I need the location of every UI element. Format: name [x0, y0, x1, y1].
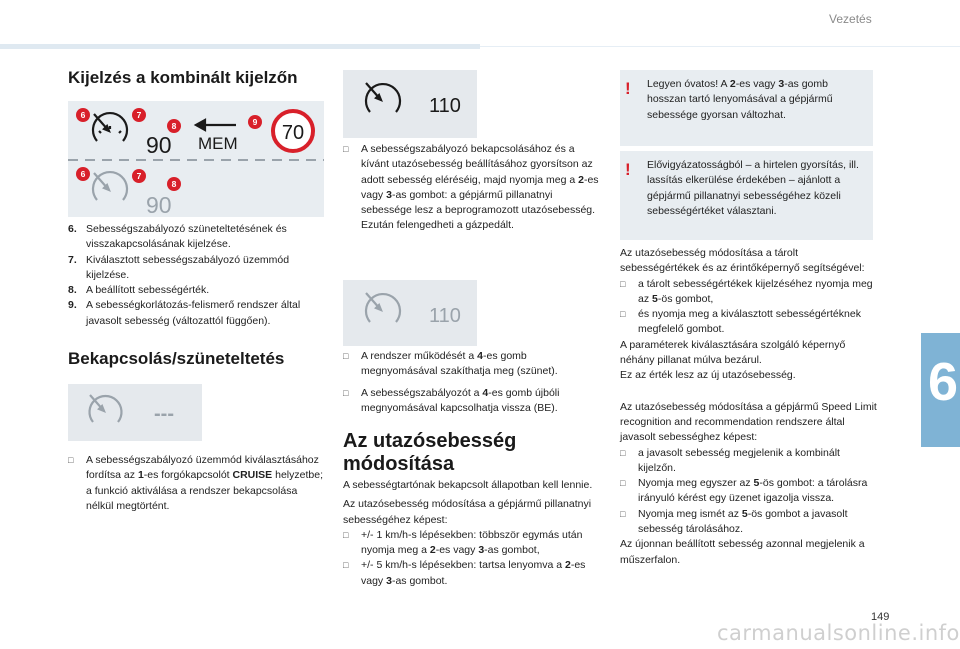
- bullet-icon: □: [620, 447, 626, 458]
- bullet-icon: □: [68, 455, 74, 465]
- speedometer-paused-icon: [68, 384, 202, 441]
- chapter-tab-number: 6: [928, 352, 959, 412]
- speedometer-inactive-icon: [93, 172, 127, 200]
- display-section-title: Kijelzés a kombinált kijelzőn: [68, 68, 298, 87]
- paragraph: Az utazósebesség módosítása a gépjármű Speed Limit recognition and recommendation rendszere által javasolt sebességhez képest:: [620, 400, 877, 444]
- paragraph: Ez az érték lesz az új utazósebesség.: [620, 369, 796, 382]
- legend-item: 9. A sebességkorlátozás-felismerő rendszer által javasolt sebesség (változattól függően).: [68, 299, 301, 327]
- warning-box-1: ! Legyen óvatos! A 2-es vagy 3-as gomb hosszan tartó lenyomásával a gépjármű sebessége gyorsan változhat.: [620, 70, 873, 146]
- bullet-icon: □: [620, 309, 626, 320]
- active-speed-value: 90: [146, 132, 172, 158]
- legend-item: 6. Sebességszabályozó szüneteltetésének és visszakapcsolásának kijelzése.: [68, 223, 287, 251]
- bullet-item: □ A rendszer működését a 4-es gomb megnyomásával szakíthatja meg (szünet).: [343, 350, 558, 378]
- right-text: [620, 246, 878, 568]
- speedometer-active-icon: [343, 70, 477, 138]
- badge-6-inactive: 6: [76, 167, 90, 181]
- bullet-icon: □: [343, 529, 349, 540]
- cruise-display-graphic: [68, 101, 324, 217]
- activation-illustration: [343, 70, 477, 138]
- modify-text: [343, 478, 605, 589]
- arrow-left-icon: [196, 120, 236, 130]
- paragraph: A sebességtartónak bekapcsolt állapotban kell lennie.: [343, 479, 593, 491]
- active-setpoint-value: 110: [429, 95, 461, 117]
- paragraph: Az utazósebesség módosítása a tárolt sebességértékek és az érintőképernyő segítségével:: [620, 247, 865, 275]
- legend-item: 8. A beállított sebességérték.: [68, 284, 210, 297]
- activation-text: [343, 142, 603, 234]
- onoff-section-title: Bekapcsolás/szüneteltetés: [68, 349, 285, 368]
- bullet-item: □ +/- 1 km/h-s lépésekben: többször egymás után nyomja meg a 2-es vagy 3-as gombot,: [343, 528, 583, 557]
- chapter-title: Vezetés: [829, 12, 872, 26]
- bullet-item: □ és nyomja meg a kiválasztott sebességértéknek megfelelő gombot.: [620, 308, 861, 336]
- chapter-tab: [921, 333, 960, 447]
- warning-box-2: ! Elővigyázatosságból – a hirtelen gyorsítás, ill. lassítás elkerülése érdekében – ajánlott a gépjármű pillanatnyi sebességéhez közeli sebességértéket választani.: [620, 151, 873, 240]
- onoff-illustration: [68, 384, 202, 441]
- speedometer-grey-icon: [343, 280, 477, 346]
- page-number: 149: [871, 611, 890, 623]
- bullet-item: □ A sebességszabályozó üzemmód kiválasztásához fordítsa az 1-es forgókapcsolót CRUISE helyzetbe; a funkció aktiválása a rendszer bekapcsolása nélkül megtörtént.: [68, 454, 323, 512]
- badge-8-inactive: 8: [167, 177, 181, 191]
- header-bar: [0, 44, 480, 49]
- display-illustration: [68, 101, 324, 217]
- bullet-item: □ a tárolt sebességértékek kijelzéséhez nyomja meg az 5-ös gombot,: [620, 277, 873, 305]
- badge-7: 7: [132, 108, 146, 122]
- bullet-icon: □: [343, 560, 349, 571]
- inactive-speed-value: 90: [146, 192, 172, 217]
- bullet-item: □ a javasolt sebesség megjelenik a kombinált kijelzőn.: [620, 446, 840, 474]
- bullet-icon: □: [620, 508, 626, 519]
- paused-setpoint-value: 110: [429, 305, 461, 327]
- badge-9: 9: [248, 115, 262, 129]
- watermark[interactable]: carmanualsonline.info: [717, 621, 960, 645]
- bullet-icon: □: [343, 351, 349, 361]
- badge-8: 8: [167, 119, 181, 133]
- bullet-icon: □: [620, 278, 626, 289]
- bullet-item: □ Nyomja meg ismét az 5-ös gombot a javasolt sebesség tárolásához.: [620, 507, 848, 536]
- paused-value: ---: [154, 403, 174, 425]
- paragraph: Az újonnan beállított sebesség azonnal megjelenik a műszerfalon.: [620, 538, 865, 566]
- bullet-item: □ A sebességszabályozót a 4-es gomb újbóli megnyomásával kapcsolhatja vissza (BE).: [343, 386, 560, 414]
- paragraph: Az utazósebesség módosítása a gépjármű pillanatnyi sebességéhez képest:: [343, 498, 592, 526]
- speedometer-icon: [93, 113, 127, 141]
- bullet-icon: □: [620, 478, 626, 489]
- warning-icon: !: [625, 79, 631, 98]
- onoff-paragraph: [68, 453, 326, 514]
- display-legend: [68, 222, 324, 329]
- bullet-item: □ Nyomja meg egyszer az 5-ös gombot: a tárolásra irányuló kérést egy üzenet igazolja vissza.: [620, 477, 868, 505]
- bullet-item: □ A sebességszabályozó bekapcsolásához és a kívánt utazósebesség beállításához gyorsítson az adott sebesség eléréséig, majd nyomja meg a 2-es vagy 3-as gombot: a gépjármű pillanatnyi sebessége lesz a beprogramozott utazósebesség. Ezután felengedheti a gázpedált.: [343, 143, 599, 232]
- mem-label: MEM: [198, 134, 238, 153]
- modify-section-title: Az utazósebesség módosítása: [343, 430, 517, 475]
- badge-6: 6: [76, 108, 90, 122]
- badge-7-inactive: 7: [132, 169, 146, 183]
- pause-text: [343, 349, 603, 416]
- bullet-icon: □: [343, 144, 349, 154]
- warning-icon: !: [625, 160, 631, 179]
- speed-limit-value: 70: [281, 122, 305, 144]
- legend-item: 7. Kiválasztott sebességszabályozó üzemmód kijelzése.: [68, 253, 290, 281]
- bullet-item: □ +/- 5 km/h-s lépésekben: tartsa lenyomva a 2-es vagy 3-as gombot.: [343, 559, 586, 587]
- pause-illustration: [343, 280, 477, 346]
- paragraph: A paraméterek kiválasztására szolgáló képernyő néhány pillanat múlva bezárul.: [620, 338, 846, 367]
- bullet-icon: □: [343, 387, 349, 398]
- header-rule: [480, 46, 960, 47]
